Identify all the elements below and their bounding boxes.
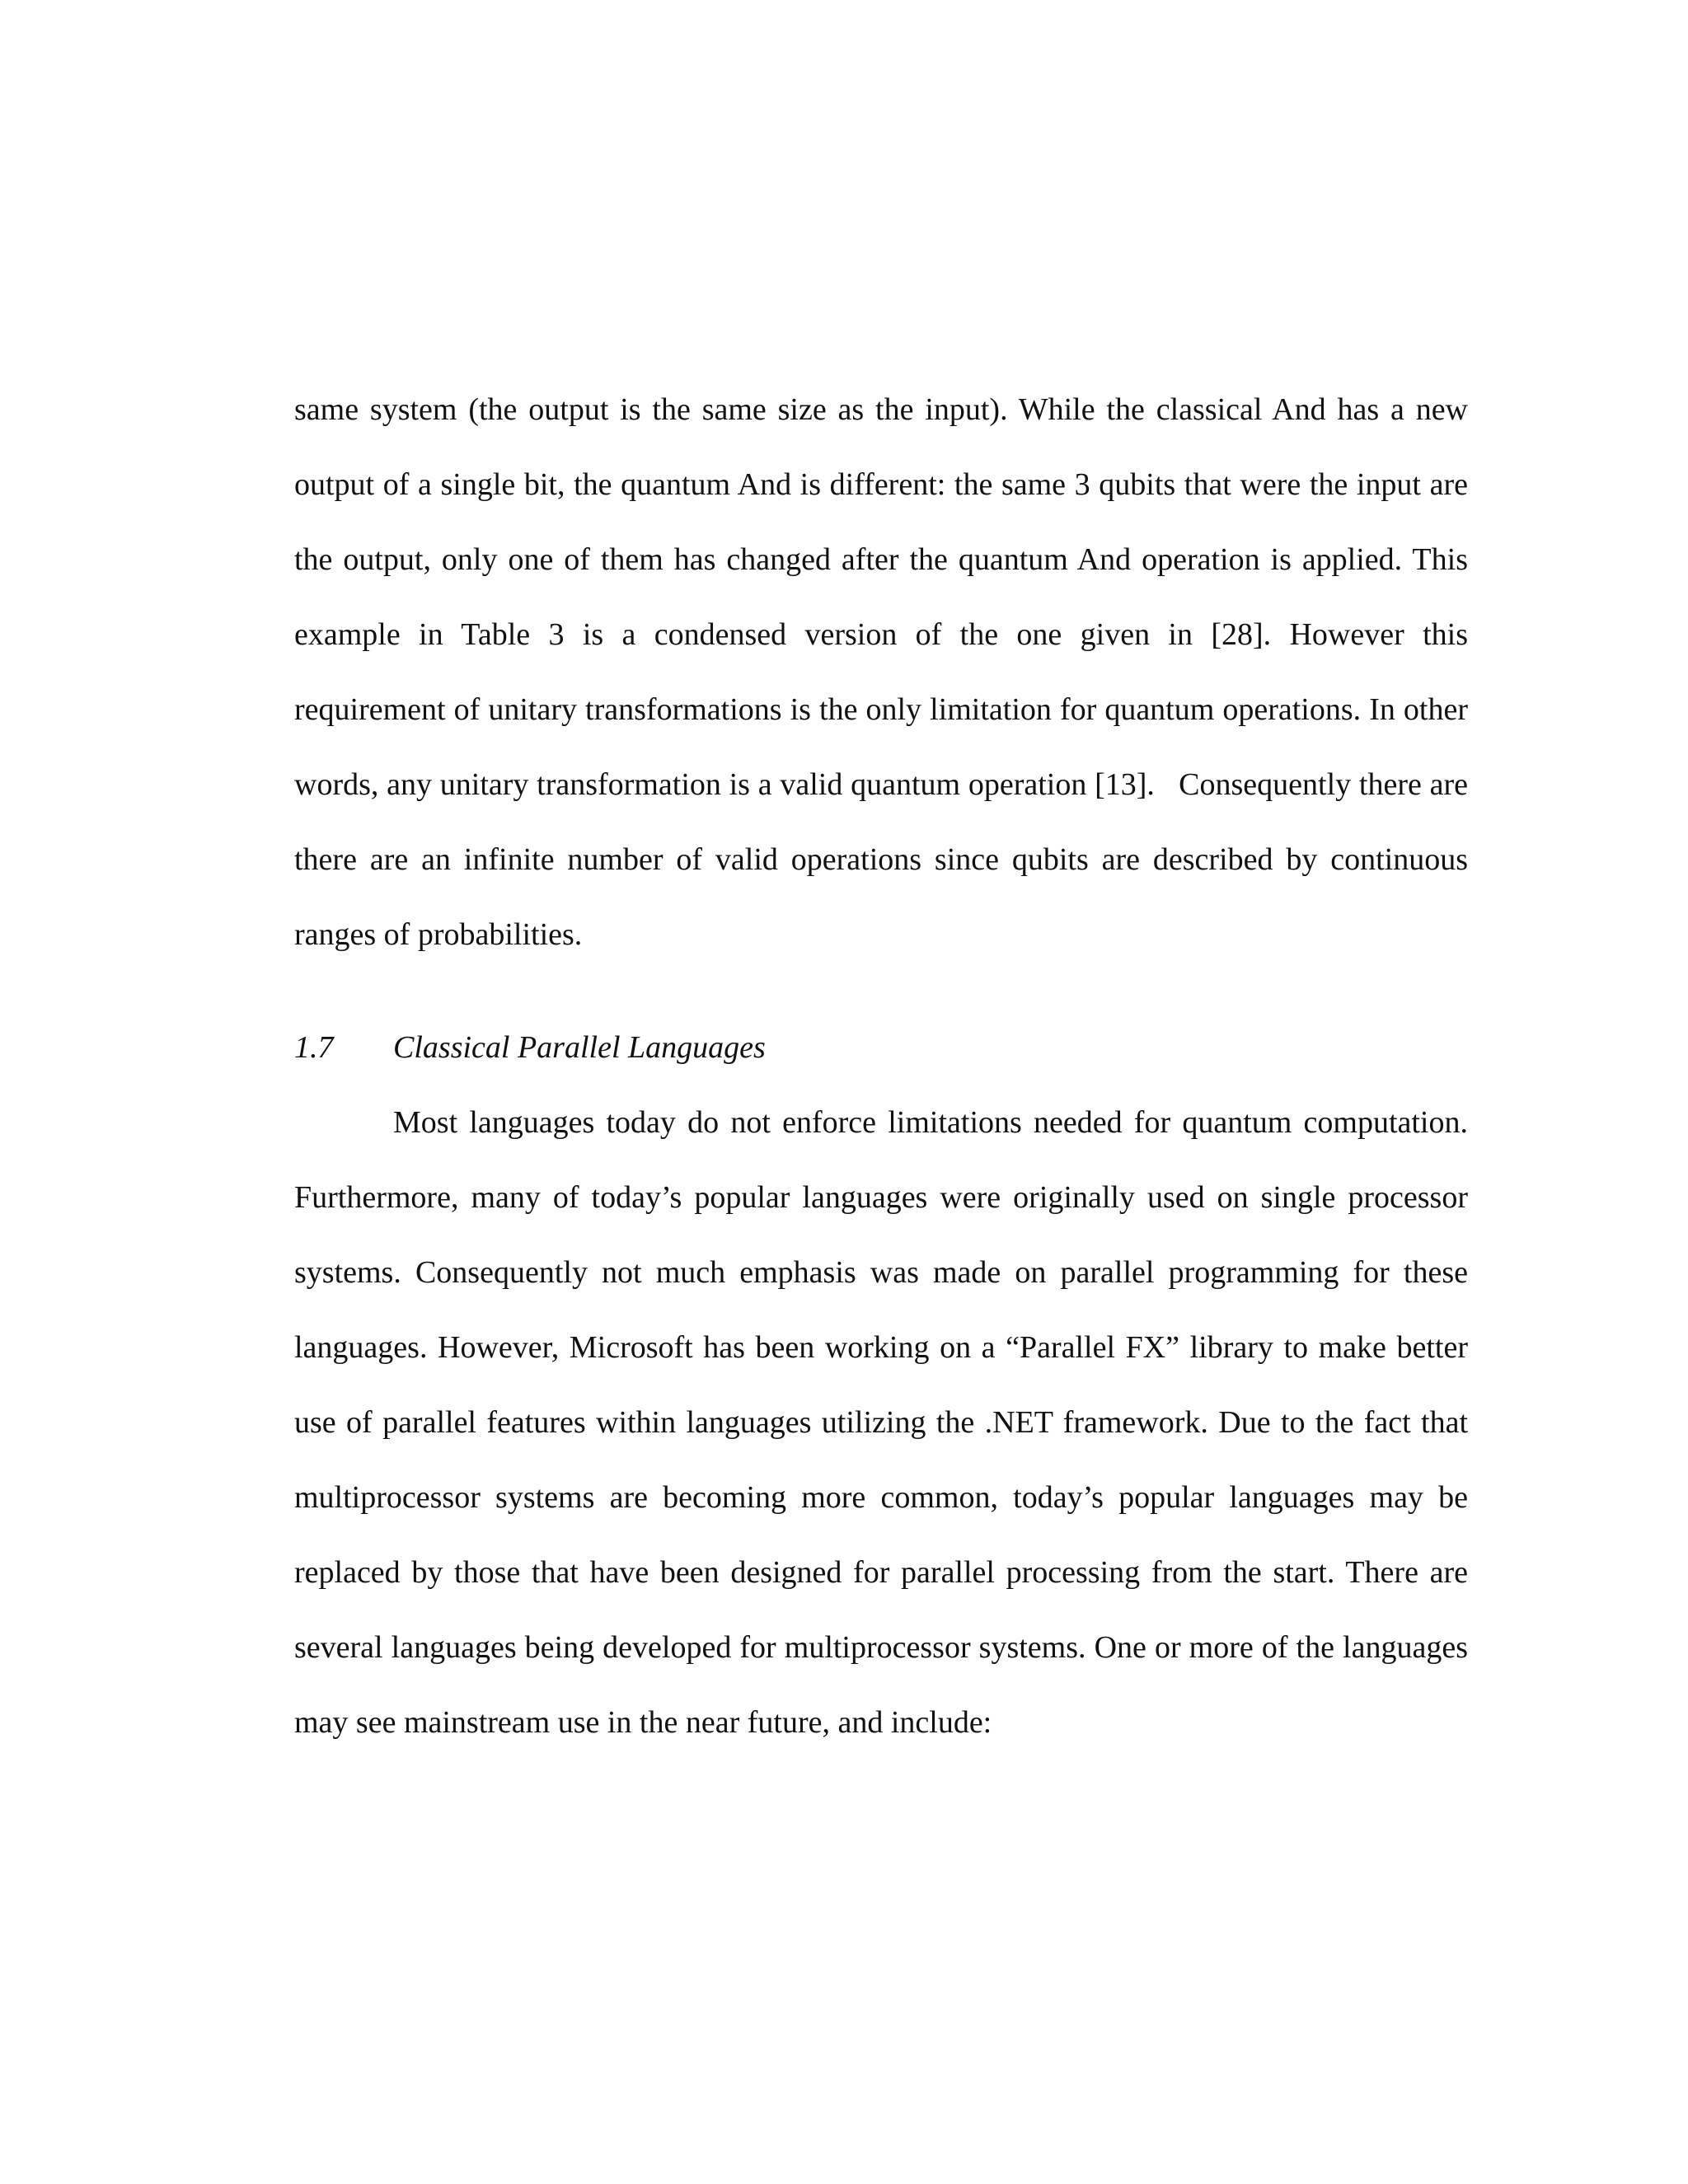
section-title: Classical Parallel Languages: [393, 1030, 766, 1065]
body-paragraph-1-text: same system (the output is the same size as the input). While the classical And has a new output of a single bit, the quantum And is different: the same 3 qubits that were the input are the output, only one of them has changed after the quantum And operation is applied. This example in Table 3 is a condensed version of the one given in [28]. However this requirement of unitary transformations is the only limitation for quantum operations. In other words, any unitary transformation is a valid quantum operation [13]. Consequently there are there are an infinite number of valid operations since qubits are described by continuous ranges of probabilities.: [294, 392, 1476, 952]
body-paragraph-2: [294, 1085, 1468, 1760]
section-heading: [294, 1010, 766, 1085]
body-paragraph-1: [294, 373, 1476, 972]
body-paragraph-2-text: Most languages today do not enforce limitations needed for quantum computation. Furthermore, many of today’s popular languages were originally used on single processor systems. Consequently not much emphasis was made on parallel programming for these languages. However, Microsoft has been working on a “Parallel FX” library to make better use of parallel features within languages utilizing the .NET framework. Due to the fact that multiprocessor systems are becoming more common, today’s popular languages may be replaced by those that have been designed for parallel processing from the start. There are several languages being developed for multiprocessor systems. One or more of the languages may see mainstream use in the near future, and include:: [294, 1105, 1468, 1740]
section-number: 1.7: [294, 1030, 334, 1065]
